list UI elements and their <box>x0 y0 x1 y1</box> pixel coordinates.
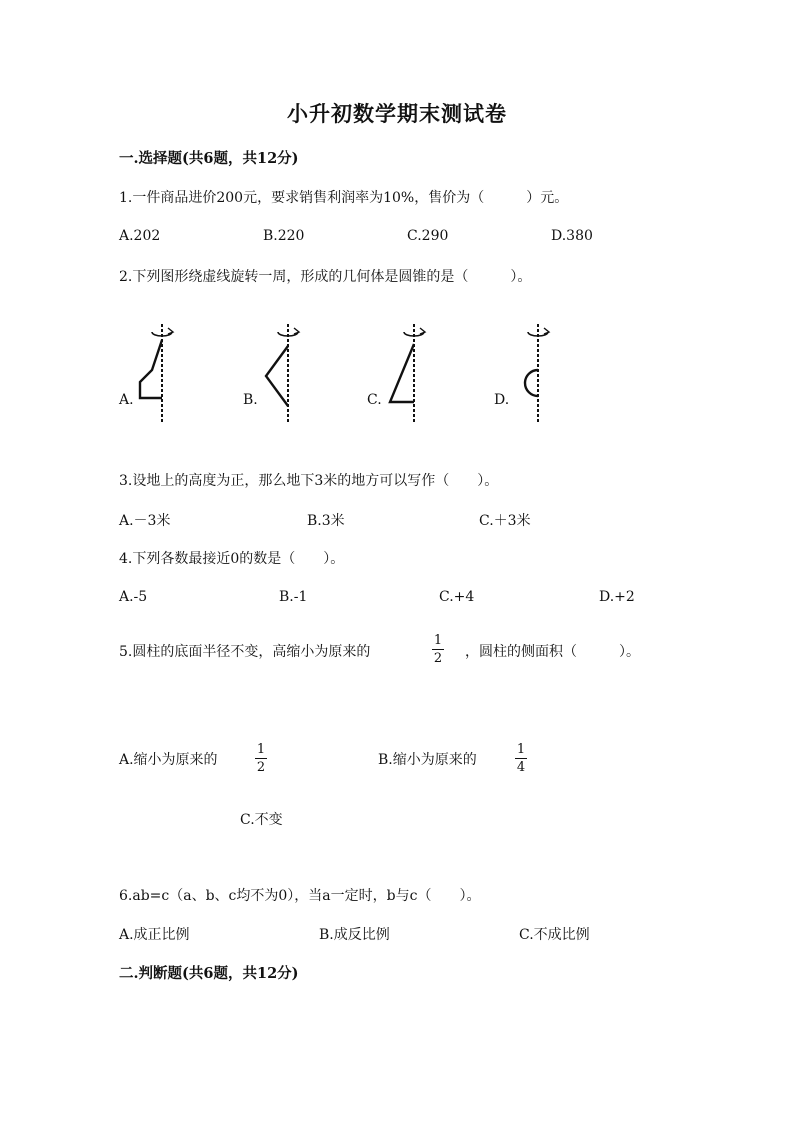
fraction-bar <box>255 758 267 759</box>
section-heading-judgment: 二.判断题(共6题，共12分) <box>119 965 299 982</box>
q3-option-b: B.3米 <box>307 513 345 529</box>
question-5-text-before: 5.圆柱的底面半径不变，高缩小为原来的 <box>119 644 371 660</box>
q2-figure-c <box>382 320 432 430</box>
fraction-bar <box>432 649 444 650</box>
q5-fraction-numerator: 1 <box>433 633 443 648</box>
q2-option-d: D. <box>494 392 510 408</box>
q2-figure-a <box>130 320 180 430</box>
q1-option-c: C.290 <box>407 228 449 244</box>
q2-figure-d <box>508 320 558 430</box>
q6-option-c: C.不成比例 <box>519 927 590 943</box>
q5-option-a: A.缩小为原来的 <box>119 752 218 768</box>
q5-option-b-denominator: 4 <box>516 760 526 775</box>
q3-option-a: A.－3米 <box>119 513 171 529</box>
q2-option-b: B. <box>243 392 258 408</box>
q1-option-b: B.220 <box>263 228 305 244</box>
q4-option-d: D.+2 <box>599 589 635 605</box>
q5-option-a-numerator: 1 <box>256 742 266 757</box>
fraction-bar <box>515 758 527 759</box>
q1-option-a: A.202 <box>119 228 161 244</box>
page-title: 小升初数学期末测试卷 <box>287 101 507 126</box>
q4-option-c: C.+4 <box>439 589 475 605</box>
q5-fraction-denominator: 2 <box>433 651 443 666</box>
q2-option-c: C. <box>367 392 382 408</box>
q5-fraction <box>431 633 445 666</box>
q5-option-a-denominator: 2 <box>256 760 266 775</box>
q1-option-d: D.380 <box>551 228 593 244</box>
question-4-text: 4.下列各数最接近0的数是（ ）。 <box>119 551 345 567</box>
q5-option-b-numerator: 1 <box>516 742 526 757</box>
question-6-text: 6.ab=c（a、b、c均不为0），当a一定时，b与c（ ）。 <box>119 888 481 904</box>
q6-option-a: A.成正比例 <box>119 927 190 943</box>
q4-option-b: B.-1 <box>279 589 308 605</box>
q3-option-c: C.＋3米 <box>479 513 531 529</box>
q5-option-c: C.不变 <box>240 812 283 828</box>
q5-option-a-fraction <box>254 742 268 775</box>
question-3-text: 3.设地上的高度为正，那么地下3米的地方可以写作（ ）。 <box>119 473 499 489</box>
question-5-text-after: ，圆柱的侧面积（ ）。 <box>465 644 640 660</box>
question-2-text: 2.下列图形绕虚线旋转一周，形成的几何体是圆锥的是（ ）。 <box>119 269 532 285</box>
q5-option-b-fraction <box>514 742 528 775</box>
q2-figure-b <box>256 320 306 430</box>
q2-option-a: A. <box>119 392 134 408</box>
section-heading-choice: 一.选择题(共6题，共12分) <box>119 150 299 167</box>
q6-option-b: B.成反比例 <box>319 927 390 943</box>
q4-option-a: A.-5 <box>119 589 148 605</box>
question-1-text: 1.一件商品进价200元，要求销售利润率为10%，售价为（ ）元。 <box>119 190 569 206</box>
q5-option-b: B.缩小为原来的 <box>378 752 477 768</box>
